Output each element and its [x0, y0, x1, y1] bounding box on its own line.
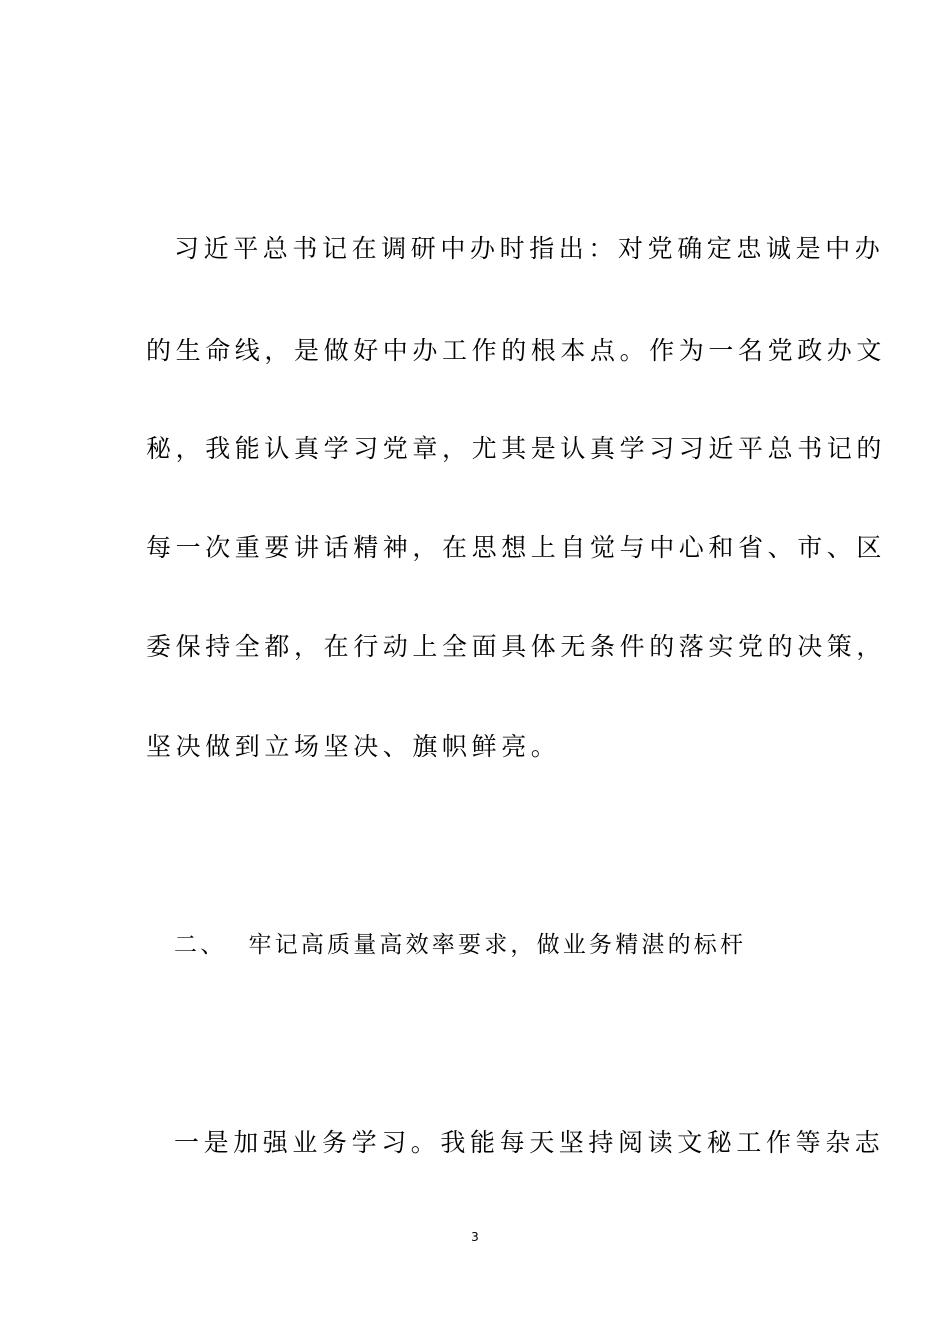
- paragraph-1-line-1: 习近平总书记在调研中办时指出：对党确定忠诚是中办: [174, 234, 885, 263]
- paragraph-2-line-1: 一是加强业务学习。我能每天坚持阅读文秘工作等杂志: [174, 1128, 885, 1157]
- paragraph-1-line-6: 坚决做到立场坚决、旗帜鲜亮。: [146, 732, 561, 761]
- paragraph-1-line-3: 秘，我能认真学习党章，尤其是认真学习习近平总书记的: [146, 434, 887, 463]
- section-2-heading: [174, 930, 746, 960]
- paragraph-1-line-2: 的生命线，是做好中办工作的根本点。作为一名党政办文: [146, 336, 887, 365]
- page-number: 3: [471, 1230, 479, 1244]
- section-2-title: 牢记高质量高效率要求，做业务精湛的标杆: [248, 932, 747, 958]
- section-2-number: 二、: [174, 932, 227, 958]
- paragraph-1-line-4: 每一次重要讲话精神，在思想上自觉与中心和省、市、区: [146, 533, 887, 562]
- paragraph-1-line-5: 委保持全都，在行动上全面具体无条件的落实党的决策，: [146, 632, 887, 661]
